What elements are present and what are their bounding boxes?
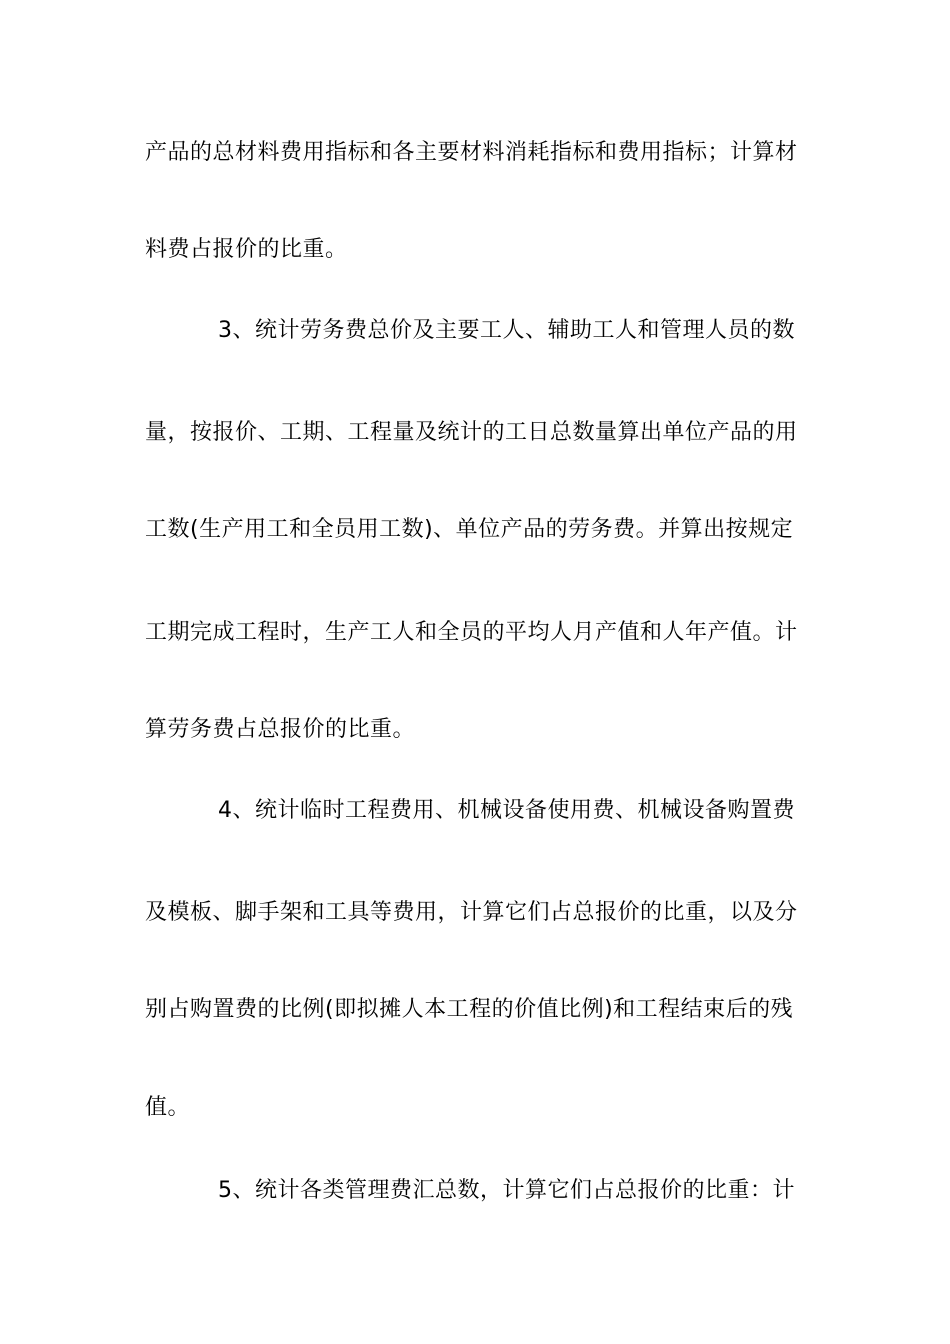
text-line: 算劳务费占总报价的比重。 bbox=[145, 717, 416, 742]
text-line: 料费占报价的比重。 bbox=[145, 237, 348, 262]
text-line: 工数(生产用工和全员用工数)、单位产品的劳务费。并算出按规定 bbox=[145, 517, 794, 542]
paragraph-3-start: 3、统计劳务费总价及主要工人、辅助工人和管理人员的数 bbox=[218, 318, 795, 343]
text-line: 值。 bbox=[145, 1095, 191, 1120]
text-line: 工期完成工程时，生产工人和全员的平均人月产值和人年产值。计 bbox=[145, 620, 798, 645]
text-line: 别占购置费的比例(即拟摊人本工程的价值比例)和工程结束后的残 bbox=[145, 997, 794, 1022]
text-line: 量，按报价、工期、工程量及统计的工日总数量算出单位产品的用 bbox=[145, 420, 798, 445]
paragraph-4-start: 4、统计临时工程费用、机械设备使用费、机械设备购置费 bbox=[218, 798, 795, 823]
text-line: 产品的总材料费用指标和各主要材料消耗指标和费用指标；计算材 bbox=[145, 140, 798, 165]
paragraph-5-start: 5、统计各类管理费汇总数，计算它们占总报价的比重：计 bbox=[218, 1178, 795, 1203]
text-line: 及模板、脚手架和工具等费用，计算它们占总报价的比重，以及分 bbox=[145, 900, 798, 925]
